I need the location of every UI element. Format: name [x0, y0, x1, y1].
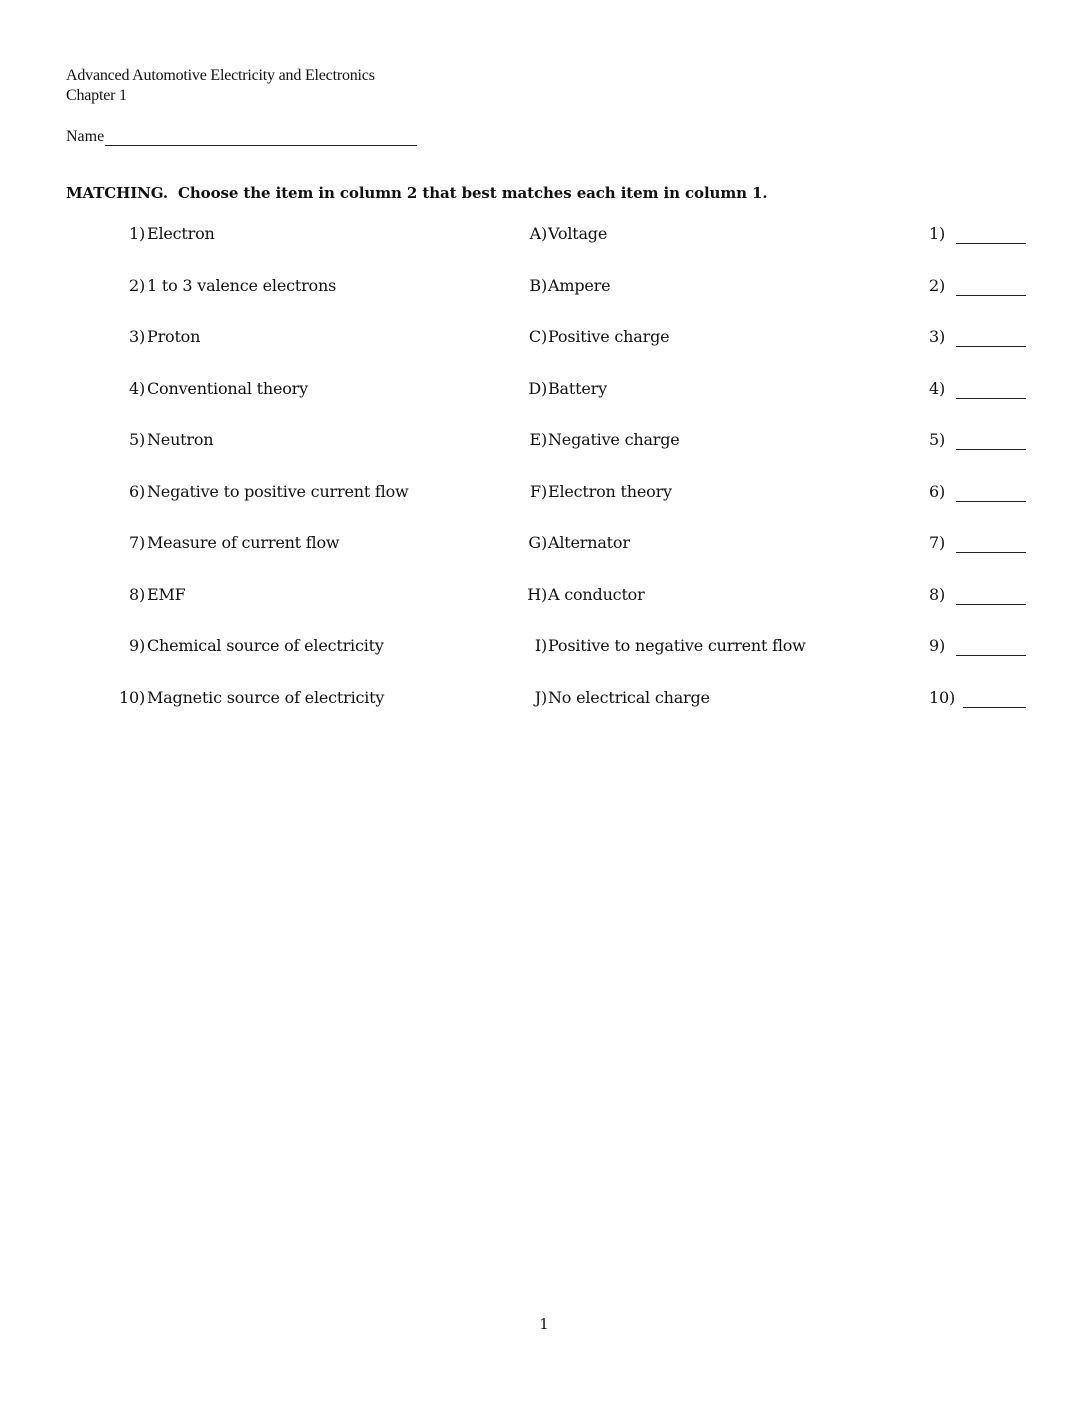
- match-option: No electrical charge: [548, 688, 710, 707]
- match-option: Negative charge: [548, 430, 680, 449]
- item-number: 10): [118, 688, 145, 707]
- item-term: Electron: [147, 224, 215, 243]
- matching-row: [0, 327, 1088, 351]
- item-term: Chemical source of electricity: [147, 636, 384, 655]
- answer-number: 10): [929, 688, 956, 707]
- match-option: Electron theory: [548, 482, 672, 501]
- answer-number: 5): [929, 430, 946, 449]
- item-number: 5): [128, 430, 145, 449]
- instructions: [66, 184, 768, 202]
- item-number: 8): [128, 585, 145, 604]
- chapter-label: Chapter 1: [66, 87, 127, 104]
- item-term: Measure of current flow: [147, 533, 340, 552]
- answer-number: 3): [929, 327, 946, 346]
- item-number: 9): [128, 636, 145, 655]
- matching-row: [0, 636, 1088, 660]
- answer-number: 6): [929, 482, 946, 501]
- match-option: A conductor: [548, 585, 645, 604]
- item-number: 2): [128, 276, 145, 295]
- matching-row: [0, 430, 1088, 454]
- match-option: Voltage: [548, 224, 608, 243]
- answer-number: 4): [929, 379, 946, 398]
- name-label: Name: [66, 128, 105, 145]
- answer-blank-line[interactable]: [956, 449, 1026, 450]
- item-term: 1 to 3 valence electrons: [147, 276, 337, 295]
- answer-blank-line[interactable]: [963, 707, 1026, 708]
- match-letter: H): [527, 585, 547, 604]
- matching-row: [0, 224, 1088, 248]
- match-option: Alternator: [548, 533, 630, 552]
- answer-number: 9): [929, 636, 946, 655]
- answer-blank-line[interactable]: [956, 295, 1026, 296]
- answer-number: 8): [929, 585, 946, 604]
- match-letter: J): [534, 688, 547, 707]
- answer-number: 2): [929, 276, 946, 295]
- match-letter: G): [528, 533, 547, 552]
- item-term: Conventional theory: [147, 379, 308, 398]
- answer-number: 7): [929, 533, 946, 552]
- matching-row: [0, 276, 1088, 300]
- item-number: 3): [128, 327, 145, 346]
- answer-blank-line[interactable]: [956, 346, 1026, 347]
- match-letter: B): [529, 276, 547, 295]
- match-option: Positive to negative current flow: [548, 636, 806, 655]
- match-letter: C): [528, 327, 547, 346]
- course-title: Advanced Automotive Electricity and Electronics: [66, 67, 375, 84]
- match-letter: I): [534, 636, 547, 655]
- match-option: Ampere: [548, 276, 611, 295]
- item-term: Magnetic source of electricity: [147, 688, 385, 707]
- answer-blank-line[interactable]: [956, 243, 1026, 244]
- item-term: Neutron: [147, 430, 214, 449]
- name-blank-line[interactable]: [105, 126, 417, 146]
- item-number: 4): [128, 379, 145, 398]
- page-number: 1: [539, 1315, 549, 1333]
- answer-blank-line[interactable]: [956, 552, 1026, 553]
- item-term: Negative to positive current flow: [147, 482, 409, 501]
- instructions-label: MATCHING.: [66, 184, 169, 202]
- item-term: EMF: [147, 585, 186, 604]
- item-number: 6): [128, 482, 145, 501]
- matching-row: [0, 482, 1088, 506]
- instructions-text: Choose the item in column 2 that best matches each item in column 1.: [178, 184, 768, 202]
- answer-number: 1): [929, 224, 946, 243]
- match-letter: F): [530, 482, 547, 501]
- matching-row: [0, 533, 1088, 557]
- answer-blank-line[interactable]: [956, 655, 1026, 656]
- matching-row: [0, 585, 1088, 609]
- matching-row: [0, 688, 1088, 712]
- match-letter: E): [529, 430, 547, 449]
- item-number: 7): [128, 533, 145, 552]
- matching-row: [0, 379, 1088, 403]
- item-term: Proton: [147, 327, 201, 346]
- match-option: Battery: [548, 379, 607, 398]
- name-field: [66, 124, 417, 146]
- answer-blank-line[interactable]: [956, 398, 1026, 399]
- match-letter: D): [528, 379, 547, 398]
- answer-blank-line[interactable]: [956, 604, 1026, 605]
- item-number: 1): [128, 224, 145, 243]
- match-letter: A): [529, 224, 547, 243]
- answer-blank-line[interactable]: [956, 501, 1026, 502]
- match-option: Positive charge: [548, 327, 670, 346]
